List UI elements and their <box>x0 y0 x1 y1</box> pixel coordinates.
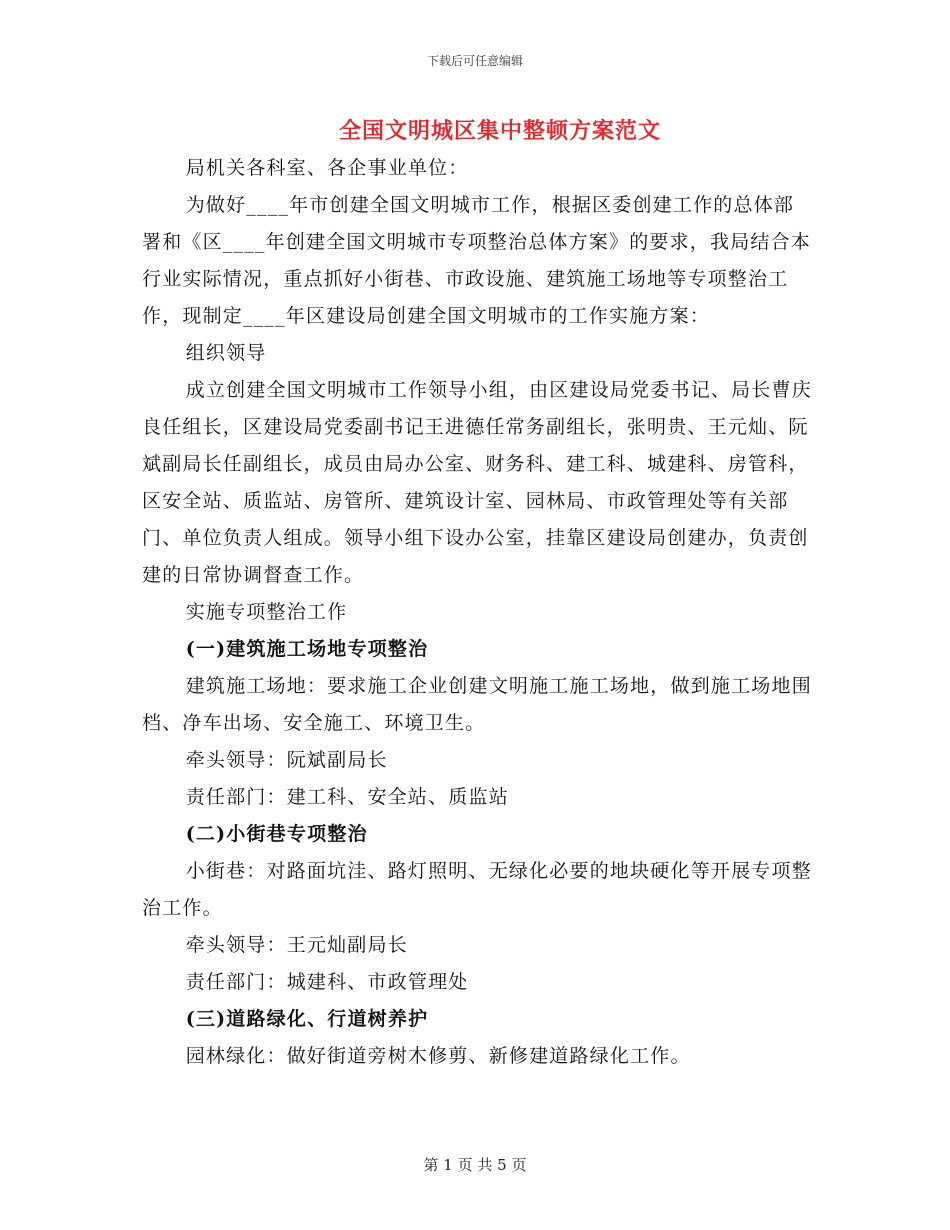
subheading-small-streets: (二)小街巷专项整治 <box>185 823 368 845</box>
small-streets-paragraph: 小街巷：对路面坑洼、路灯照明、无绿化必要的地块硬化等开展专项整治工作。 <box>142 860 812 919</box>
subheading-construction-sites: (一)建筑施工场地专项整治 <box>185 638 429 660</box>
construction-departments: 责任部门：建工科、安全站、质监站 <box>185 786 509 808</box>
small-streets-departments: 责任部门：城建科、市政管理处 <box>185 971 469 993</box>
construction-lead: 牵头领导：阮斌副局长 <box>185 749 388 771</box>
subheading-road-greening: (三)道路绿化、行道树养护 <box>185 1008 429 1030</box>
construction-sites-paragraph: 建筑施工场地：要求施工企业创建文明施工施工场地，做到施工场地围档、净车出场、安全施工、环境卫生。 <box>142 675 812 734</box>
document-title: 全国文明城区集中整顿方案范文 <box>338 118 661 144</box>
salutation: 局机关各科室、各企事业单位： <box>185 157 469 179</box>
organization-paragraph: 成立创建全国文明城市工作领导小组，由区建设局党委书记、局长曹庆良任组长，区建设局党委副书记王进德任常务副组长，张明贵、王元灿、阮斌副局长任副组长，成员由局办公室、财务科、建工科、城建科、房管科，区安全站、质监站、房管所、建筑设计室、园林局、市政管理处等有关部门、单位负责人组成。领导小组下设办公室，挂靠区建设局创建办，负责创建的日常协调督查工作。 <box>142 379 812 586</box>
section-heading-organization: 组织领导 <box>185 342 267 364</box>
road-greening-paragraph: 园林绿化：做好街道旁树木修剪、新修建道路绿化工作。 <box>185 1045 691 1067</box>
document-body <box>142 150 812 1075</box>
small-streets-lead: 牵头领导：王元灿副局长 <box>185 934 408 956</box>
section-heading-implementation: 实施专项整治工作 <box>185 601 348 623</box>
intro-paragraph: 为做好____年市创建全国文明城市工作，根据区委创建工作的总体部署和《区____年创建全国文明城市专项整治总体方案》的要求，我局结合本行业实际情况，重点抓好小街巷、市政设施、建筑施工场地等专项整治工作，现制定____年区建设局创建全国文明城市的工作实施方案： <box>142 194 812 327</box>
page-footer: 第 1 页 共 5 页 <box>423 1156 527 1174</box>
page-header: 下载后可任意编辑 <box>426 54 523 68</box>
